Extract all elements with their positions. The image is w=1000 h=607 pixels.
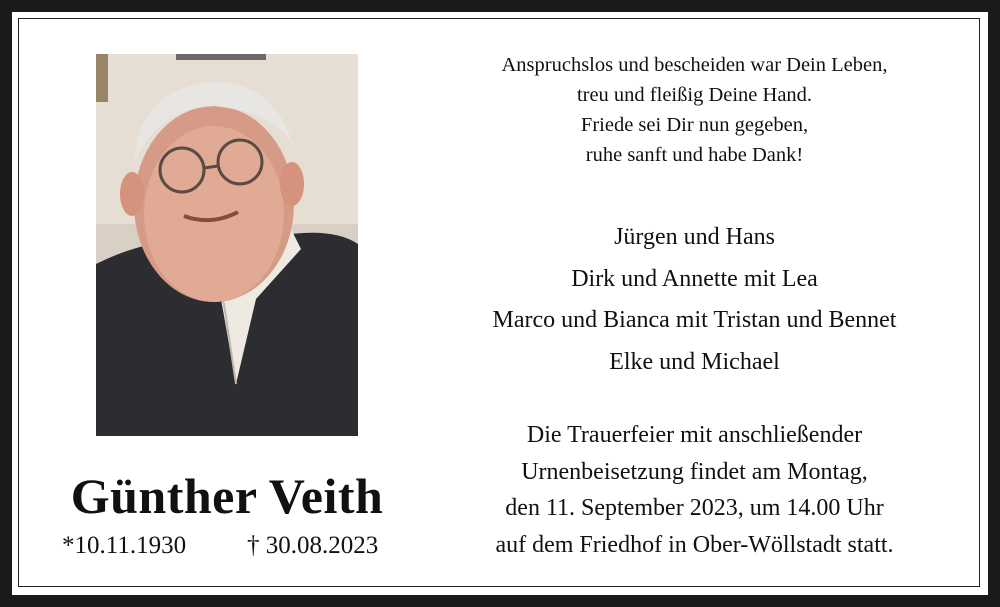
funeral-notice	[442, 417, 947, 563]
mourner-entry: Elke und Michael	[609, 348, 780, 375]
mourners-list	[442, 217, 947, 383]
mourner-entry: Marco und Bianca mit Tristan und Bennet	[492, 307, 897, 333]
death-date: † 30.08.2023	[247, 532, 379, 559]
notice-line: auf dem Friedhof in Ober-Wöllstadt statt.	[495, 531, 894, 558]
mourner-entry: Dirk und Annette mit Lea	[571, 265, 818, 292]
portrait-photo	[96, 54, 358, 436]
birth-date: *10.11.1930	[62, 532, 187, 559]
deceased-name: Günther Veith	[70, 468, 384, 524]
mourner-entry: Jürgen und Hans	[614, 224, 775, 250]
verse-line: Anspruchslos und bescheiden war Dein Leben,	[501, 54, 888, 76]
verse-line: ruhe sanft und habe Dank!	[585, 144, 804, 166]
memorial-verse	[442, 50, 947, 170]
notice-line: Die Trauerfeier mit anschließender	[526, 422, 863, 448]
notice-line: Urnenbeisetzung findet am Montag,	[521, 458, 868, 485]
notice-line: den 11. September 2023, um 14.00 Uhr	[505, 495, 884, 521]
verse-line: Friede sei Dir nun gegeben,	[580, 114, 809, 136]
obituary-card	[12, 12, 988, 595]
verse-line: treu und fleißig Deine Hand.	[576, 84, 813, 106]
